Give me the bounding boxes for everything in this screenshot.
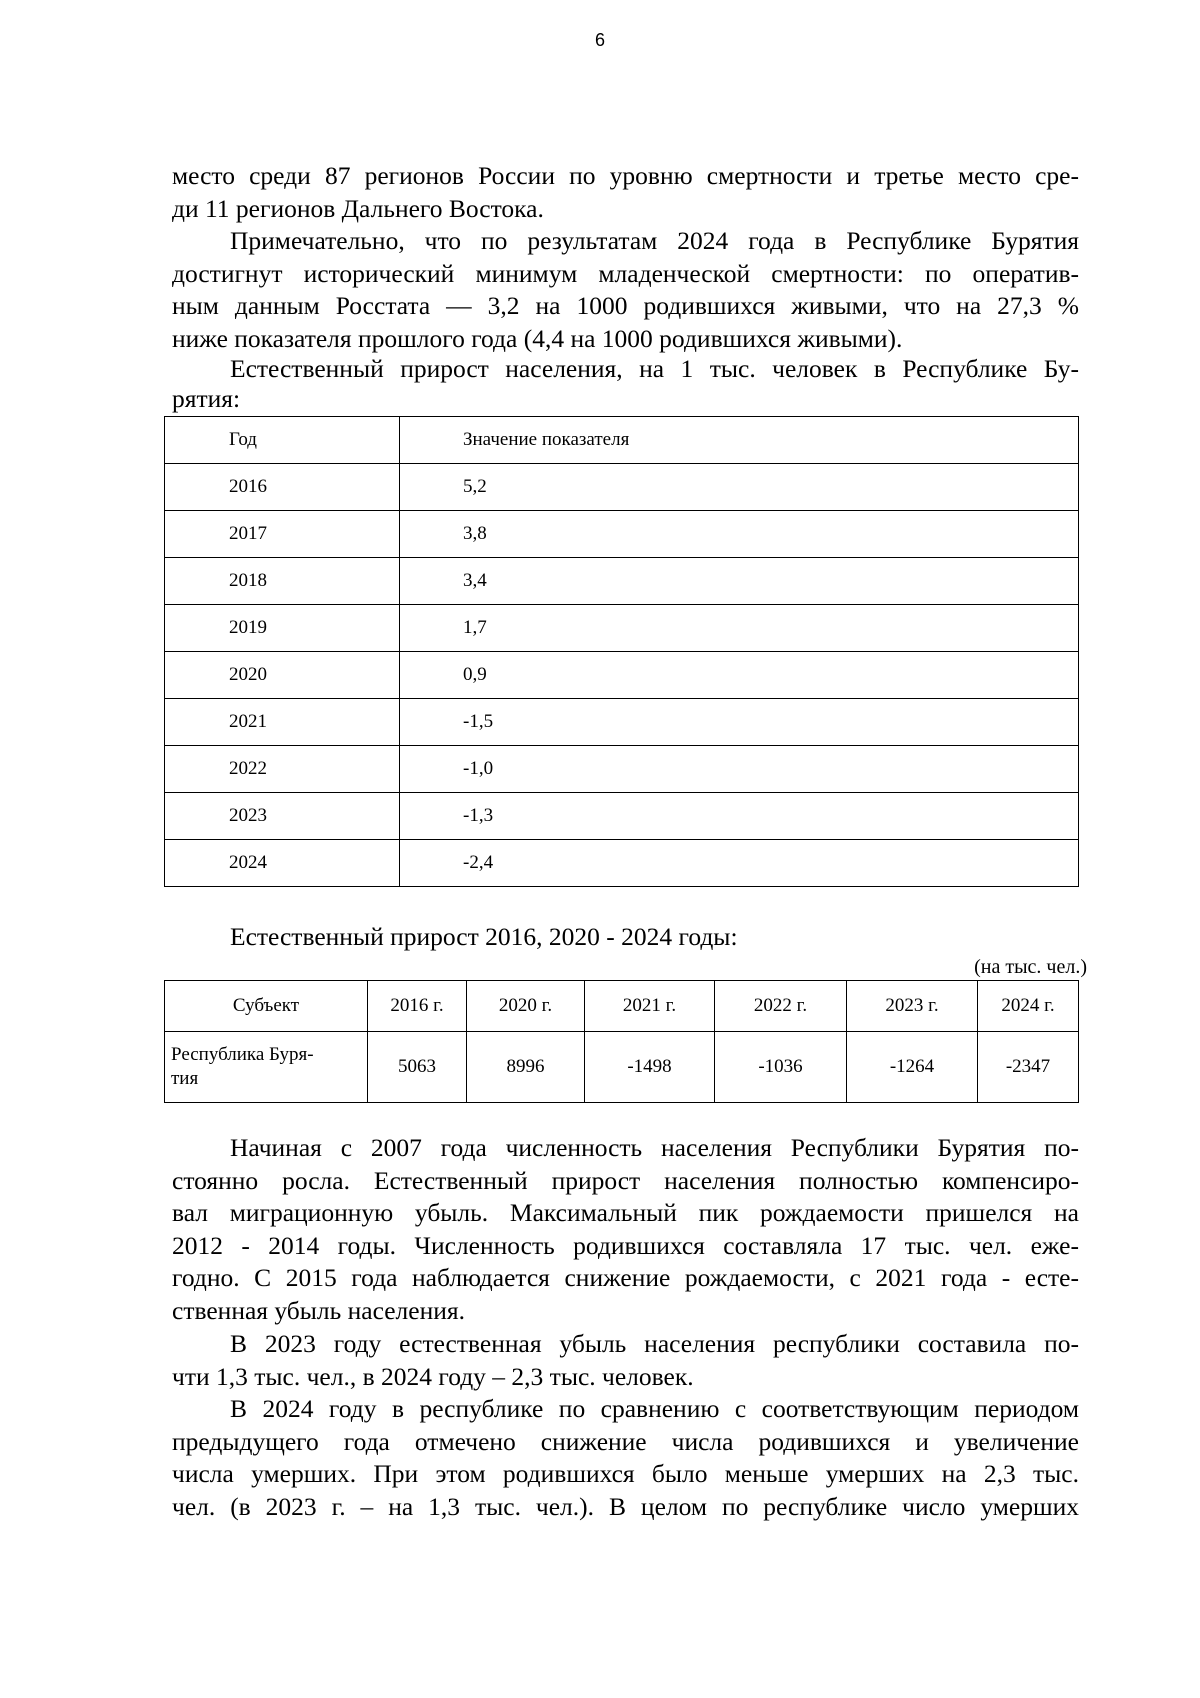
- text-line: Начиная с 2007 года численность населения Республики Бурятия по-: [230, 1133, 1079, 1162]
- year-cell: 2023: [165, 793, 400, 840]
- text-line: вал миграционную убыль. Максимальный пик рождаемости пришелся на: [172, 1198, 1079, 1227]
- table-row: [165, 558, 1079, 605]
- value-cell: 1,7: [400, 605, 1079, 652]
- value-cell: 8996: [467, 1032, 585, 1103]
- value-cell: -1,3: [400, 793, 1079, 840]
- value-cell: -1036: [715, 1032, 847, 1103]
- table-header-row: [165, 981, 1079, 1032]
- table-row: [165, 464, 1079, 511]
- table-row: [165, 699, 1079, 746]
- table-row: [165, 793, 1079, 840]
- table-row: [165, 840, 1079, 887]
- growth-by-year-table: [164, 980, 1079, 1103]
- header-year: 2016 г.: [368, 981, 467, 1032]
- year-cell: 2022: [165, 746, 400, 793]
- text-line: ди 11 регионов Дальнего Востока.: [172, 193, 544, 223]
- text-line: чти 1,3 тыс. чел., в 2024 году – 2,3 тыс. человек.: [172, 1361, 694, 1391]
- table-row: [165, 511, 1079, 558]
- text-line: В 2024 году в республике по сравнению с соответствующим периодом: [230, 1394, 1079, 1423]
- header-year: 2021 г.: [585, 981, 715, 1032]
- value-cell: 0,9: [400, 652, 1079, 699]
- text-line: годно. С 2015 года наблюдается снижение рождаемости, с 2021 года - есте-: [172, 1263, 1079, 1292]
- header-year: 2023 г.: [847, 981, 978, 1032]
- text-line: ственная убыль населения.: [172, 1295, 465, 1325]
- year-cell: 2024: [165, 840, 400, 887]
- value-cell: -1264: [847, 1032, 978, 1103]
- natural-growth-table: [164, 416, 1079, 887]
- table1-caption: [172, 354, 1079, 414]
- value-cell: 5063: [368, 1032, 467, 1103]
- value-cell: 3,8: [400, 511, 1079, 558]
- paragraph-2: [172, 225, 1079, 355]
- header-year: 2022 г.: [715, 981, 847, 1032]
- text-line: достигнут исторический минимум младенческой смертности: по оператив-: [172, 258, 1079, 288]
- text-line: предыдущего года отмечено снижение числа родившихся и увеличение: [172, 1426, 1079, 1456]
- table-row: [165, 1032, 1079, 1103]
- text-line: Примечательно, что по результатам 2024 года в Республике Бурятия: [230, 226, 1079, 255]
- paragraph-3: [172, 1132, 1079, 1327]
- value-cell: -1,5: [400, 699, 1079, 746]
- table2-unit: (на тыс. чел.): [974, 956, 1087, 978]
- header-year: Год: [165, 417, 400, 464]
- subject-cell: [165, 1032, 368, 1103]
- page-number: 6: [594, 30, 605, 50]
- year-cell: 2019: [165, 605, 400, 652]
- year-cell: 2020: [165, 652, 400, 699]
- text-line: ниже показателя прошлого года (4,4 на 1000 родившихся живыми).: [172, 323, 903, 353]
- year-cell: 2017: [165, 511, 400, 558]
- text-line: В 2023 году естественная убыль населения республики составила по-: [230, 1329, 1079, 1358]
- text-line: Естественный прирост населения, на 1 тыс. человек в Республике Бу-: [230, 354, 1079, 383]
- table-row: [165, 605, 1079, 652]
- year-cell: 2018: [165, 558, 400, 605]
- text-line: стоянно росла. Естественный прирост населения полностью компенсиро-: [172, 1165, 1079, 1195]
- paragraph-4: [172, 1328, 1079, 1393]
- value-cell: 5,2: [400, 464, 1079, 511]
- subject-line: тия: [171, 1068, 199, 1089]
- text-line: место среди 87 регионов России по уровню смертности и третье место сре-: [172, 161, 1079, 190]
- paragraph-1: [172, 160, 1079, 225]
- subject-line: Республика Буря-: [171, 1044, 314, 1065]
- text-line: ным данным Росстата — 3,2 на 1000 родившихся живыми, что на 27,3 %: [172, 291, 1079, 320]
- header-year: 2024 г.: [978, 981, 1079, 1032]
- value-cell: -2,4: [400, 840, 1079, 887]
- header-subject: Субъект: [165, 981, 368, 1032]
- table-row: [165, 652, 1079, 699]
- table2-caption: Естественный прирост 2016, 2020 - 2024 годы:: [230, 922, 738, 951]
- value-cell: -1,0: [400, 746, 1079, 793]
- header-year: 2020 г.: [467, 981, 585, 1032]
- value-cell: 3,4: [400, 558, 1079, 605]
- text-line: 2012 - 2014 годы. Численность родившихся составляла 17 тыс. чел. еже-: [172, 1230, 1079, 1260]
- year-cell: 2016: [165, 464, 400, 511]
- text-line: рятия:: [172, 384, 241, 413]
- value-cell: -2347: [978, 1032, 1079, 1103]
- value-cell: -1498: [585, 1032, 715, 1103]
- paragraph-5: [172, 1393, 1079, 1523]
- text-line: числа умерших. При этом родившихся было меньше умерших на 2,3 тыс.: [172, 1459, 1079, 1488]
- table-header-row: [165, 417, 1079, 464]
- text-line: чел. (в 2023 г. – на 1,3 тыс. чел.). В целом по республике число умерших: [172, 1491, 1079, 1521]
- table-row: [165, 746, 1079, 793]
- year-cell: 2021: [165, 699, 400, 746]
- header-value: Значение показателя: [400, 417, 1079, 464]
